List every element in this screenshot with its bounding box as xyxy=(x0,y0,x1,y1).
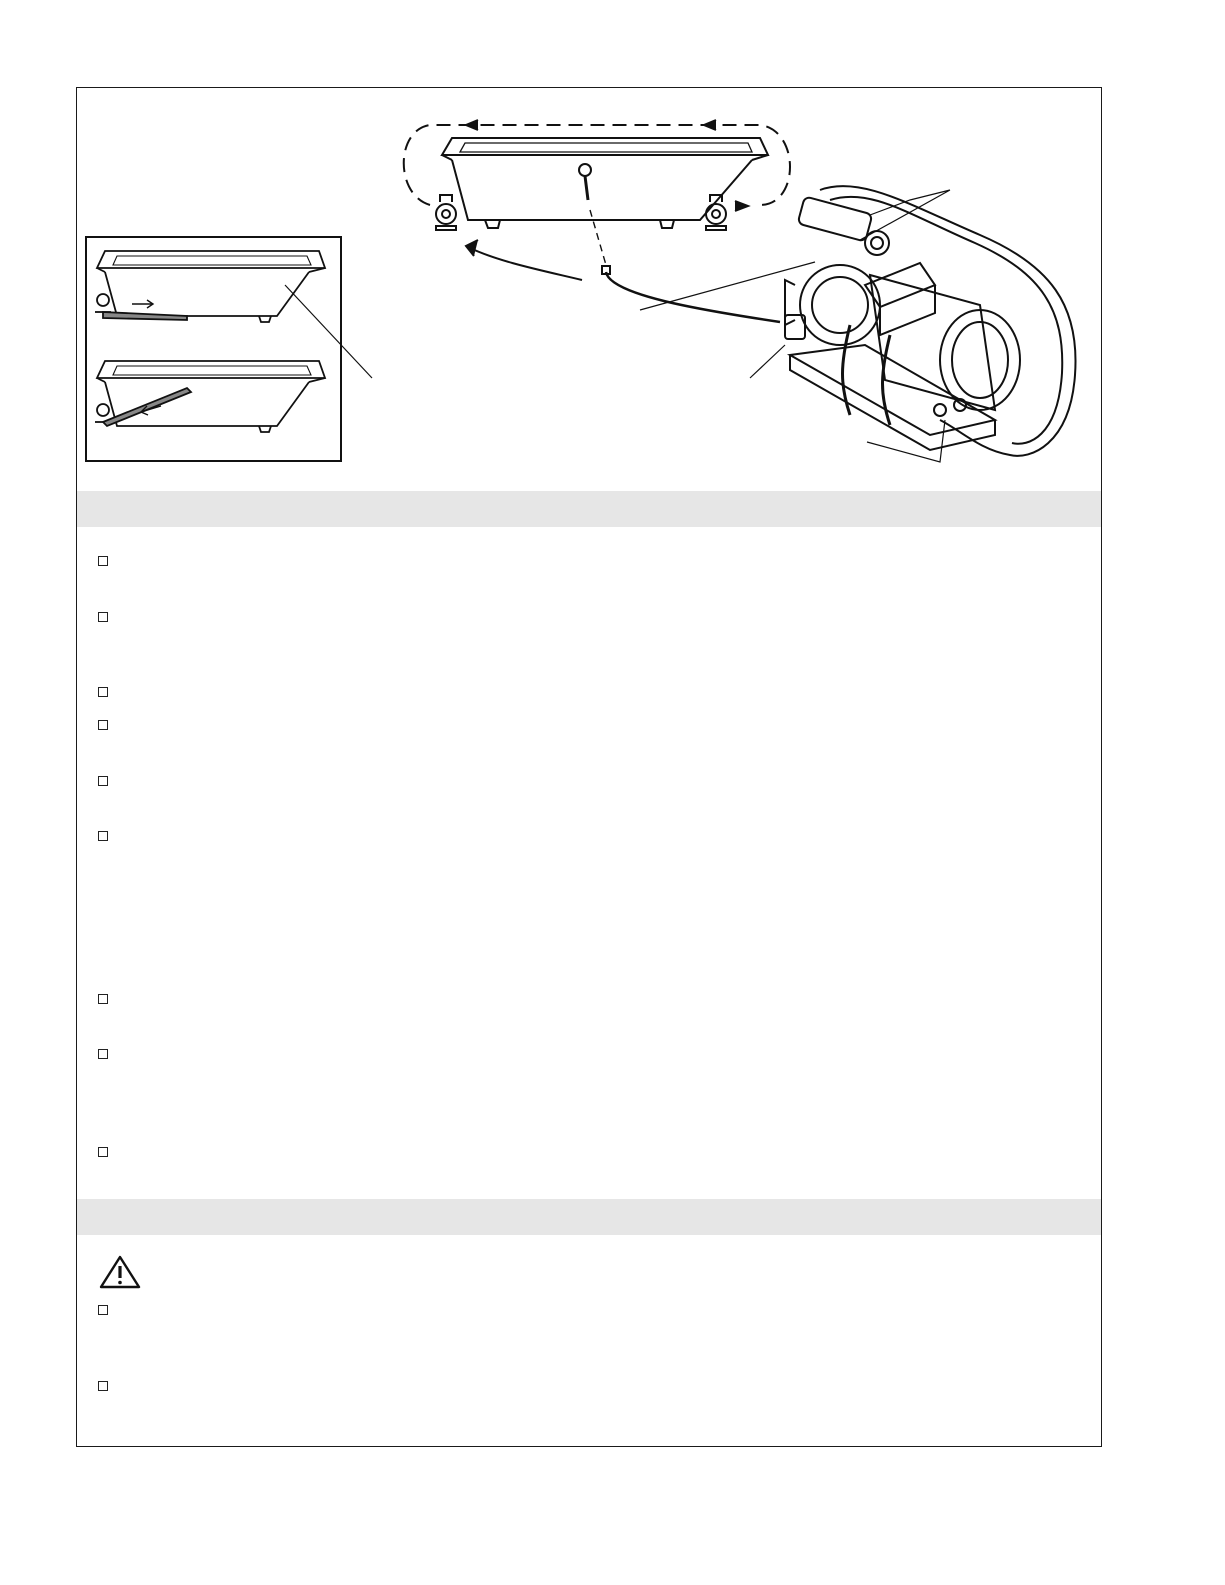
checklist-box[interactable] xyxy=(98,556,108,566)
checklist-box[interactable] xyxy=(98,994,108,1004)
section-header-band-2 xyxy=(77,1199,1101,1235)
checklist-box[interactable] xyxy=(98,720,108,730)
checklist-box[interactable] xyxy=(98,831,108,841)
checklist-box[interactable] xyxy=(98,612,108,622)
checklist-box[interactable] xyxy=(98,1147,108,1157)
inset-leader-line xyxy=(0,0,400,400)
checklist-box[interactable] xyxy=(98,1305,108,1315)
checklist-box[interactable] xyxy=(98,687,108,697)
pump-motor-icon xyxy=(780,175,1080,465)
checklist-box[interactable] xyxy=(98,1381,108,1391)
checklist-box[interactable] xyxy=(98,1049,108,1059)
warning-triangle-icon xyxy=(98,1254,142,1290)
checklist-box[interactable] xyxy=(98,776,108,786)
